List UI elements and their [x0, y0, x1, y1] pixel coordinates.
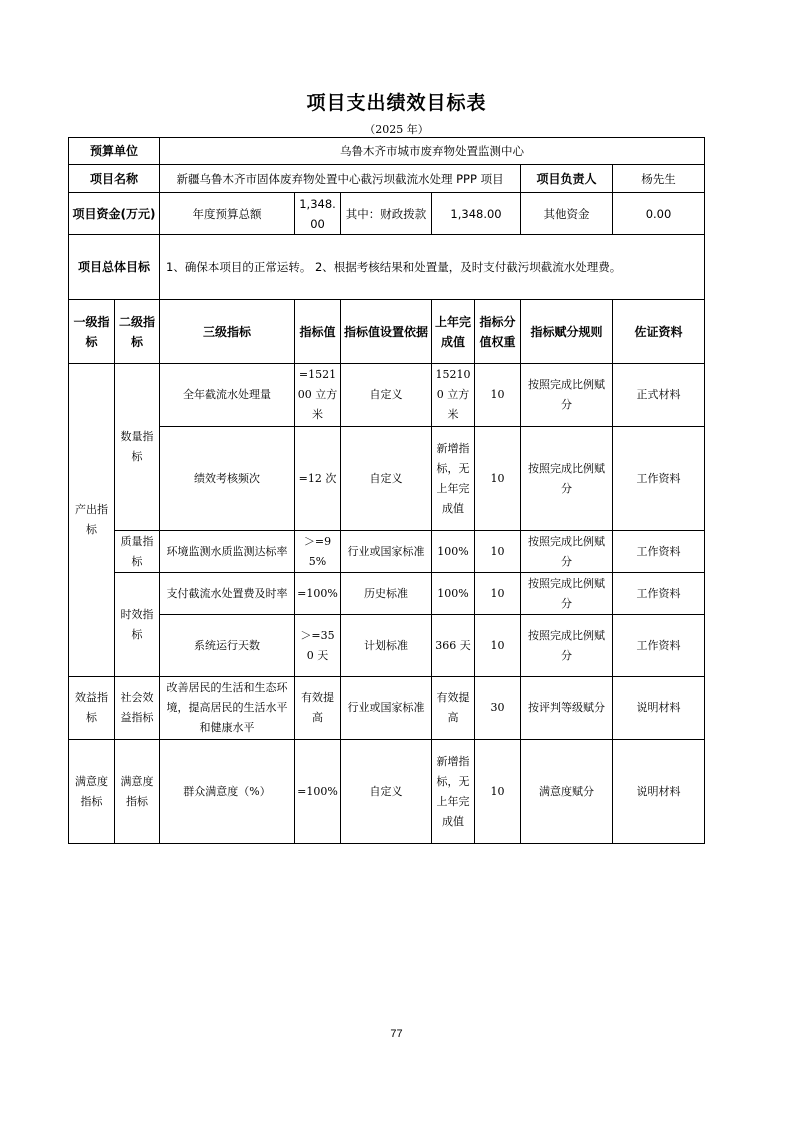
- table-row: [69, 615, 705, 677]
- other-funds-value: [613, 193, 705, 235]
- row-name: 改善居民的生活和生态环境，提高居民的生活水平和健康水平: [160, 677, 295, 740]
- row-last-year: 100%: [432, 531, 475, 573]
- col-header-evidence: 佐证资料: [613, 300, 705, 364]
- row-weight: 30: [475, 677, 521, 740]
- row-value: ＞=95%: [295, 531, 341, 573]
- annual-budget-label: 年度预算总额: [160, 193, 295, 235]
- row-rule: 按照完成比例赋分: [521, 573, 613, 615]
- col-header-level1: 一级指标: [69, 300, 115, 364]
- row-basis: 历史标准: [341, 573, 432, 615]
- row-name: 全年截流水处理量: [160, 364, 295, 427]
- row-evidence: 工作资料: [613, 531, 705, 573]
- row-rule: 满意度赋分: [521, 740, 613, 844]
- col-header-basis: 指标值设置依据: [341, 300, 432, 364]
- row-rule: 按评判等级赋分: [521, 677, 613, 740]
- col-header-level3: 三级指标: [160, 300, 295, 364]
- group-satisfaction: 满意度指标: [69, 740, 115, 844]
- other-funds-label: 其他资金: [543, 206, 590, 221]
- col-header-weight: 指标分值权重: [475, 300, 521, 364]
- group-benefit: 效益指标: [69, 677, 115, 740]
- table-row: [69, 364, 705, 427]
- table-row: [69, 531, 705, 573]
- row-basis: 行业或国家标准: [341, 677, 432, 740]
- project-funds-label: 项目资金(万元): [69, 193, 160, 235]
- row-basis: 自定义: [341, 427, 432, 531]
- table-row: [69, 740, 705, 844]
- col-header-rule: 指标赋分规则: [521, 300, 613, 364]
- table-row: [69, 573, 705, 615]
- row-name: 群众满意度（%）: [160, 740, 295, 844]
- row-evidence: 工作资料: [613, 615, 705, 677]
- row-weight: 10: [475, 740, 521, 844]
- budget-unit-row: [69, 138, 705, 165]
- group-timeliness: 时效指标: [115, 573, 160, 677]
- page-number: 77: [390, 1028, 403, 1040]
- table-row: [69, 427, 705, 531]
- project-funds-row: [69, 193, 705, 235]
- row-value: =100%: [295, 573, 341, 615]
- row-basis: 自定义: [341, 740, 432, 844]
- row-rule: 按照完成比例赋分: [521, 531, 613, 573]
- row-name: 支付截流水处置费及时率: [160, 573, 295, 615]
- row-name: 系统运行天数: [160, 615, 295, 677]
- col-header-last-year: 上年完成值: [432, 300, 475, 364]
- group-quality: 质量指标: [115, 531, 160, 573]
- project-manager-value: 杨先生: [613, 165, 705, 193]
- row-weight: 10: [475, 364, 521, 427]
- project-name-label: 项目名称: [69, 165, 160, 193]
- overall-goal-row: [69, 235, 705, 300]
- row-value: =152100 立方米: [295, 364, 341, 427]
- fiscal-allocation-value: 1,348.00: [432, 193, 521, 235]
- budget-unit-value: 乌鲁木齐市城市废弃物处置监测中心: [160, 138, 705, 165]
- project-name-row: [69, 165, 705, 193]
- row-value: 有效提高: [295, 677, 341, 740]
- row-name: 环境监测水质监测达标率: [160, 531, 295, 573]
- col-header-value: 指标值: [295, 300, 341, 364]
- project-manager-label: 项目负责人: [521, 165, 613, 193]
- row-evidence: 工作资料: [613, 427, 705, 531]
- row-evidence: 正式材料: [613, 364, 705, 427]
- project-name-value: 新疆乌鲁木齐市固体废弃物处置中心截污坝截流水处理 PPP 项目: [160, 165, 521, 193]
- group-satisfaction-sub: 满意度指标: [115, 740, 160, 844]
- performance-table: [68, 137, 705, 844]
- row-last-year: 152100 立方米: [432, 364, 475, 427]
- row-evidence: 工作资料: [613, 573, 705, 615]
- row-weight: 10: [475, 427, 521, 531]
- row-value: ＞=350 天: [295, 615, 341, 677]
- row-value: =100%: [295, 740, 341, 844]
- group-output: 产出指标: [69, 364, 115, 677]
- row-weight: 10: [475, 573, 521, 615]
- year-label: （2025 年）: [364, 123, 429, 136]
- row-last-year: 新增指标，无上年完成值: [432, 740, 475, 844]
- row-basis: 自定义: [341, 364, 432, 427]
- row-evidence: 说明材料: [613, 740, 705, 844]
- row-rule: 按照完成比例赋分: [521, 615, 613, 677]
- row-last-year: 100%: [432, 573, 475, 615]
- row-last-year: 366 天: [432, 615, 475, 677]
- row-basis: 计划标准: [341, 615, 432, 677]
- col-header-level2: 二级指标: [115, 300, 160, 364]
- fiscal-allocation-label: 其中：财政拨款: [341, 193, 432, 235]
- budget-unit-label: 预算单位: [69, 138, 160, 165]
- other-funds-amount: 0.00: [645, 206, 672, 221]
- row-rule: 按照完成比例赋分: [521, 364, 613, 427]
- column-header-row: [69, 300, 705, 364]
- row-name: 绩效考核频次: [160, 427, 295, 531]
- row-last-year: 新增指标，无上年完成值: [432, 427, 475, 531]
- overall-goal-label: 项目总体目标: [69, 235, 160, 300]
- row-rule: 按照完成比例赋分: [521, 427, 613, 531]
- row-last-year: 有效提高: [432, 677, 475, 740]
- row-evidence: 说明材料: [613, 677, 705, 740]
- row-value: =12 次: [295, 427, 341, 531]
- annual-budget-value: 1,348.00: [295, 193, 341, 235]
- group-quantity: 数量指标: [115, 364, 160, 531]
- row-weight: 10: [475, 615, 521, 677]
- group-social-benefit: 社会效益指标: [115, 677, 160, 740]
- table-row: [69, 677, 705, 740]
- page-title: 项目支出绩效目标表: [306, 92, 487, 114]
- row-weight: 10: [475, 531, 521, 573]
- row-basis: 行业或国家标准: [341, 531, 432, 573]
- overall-goal-value: 1、确保本项目的正常运转。 2、根据考核结果和处置量，及时支付截污坝截流水处理费。: [160, 235, 705, 300]
- other-funds-label-cell: [521, 193, 613, 235]
